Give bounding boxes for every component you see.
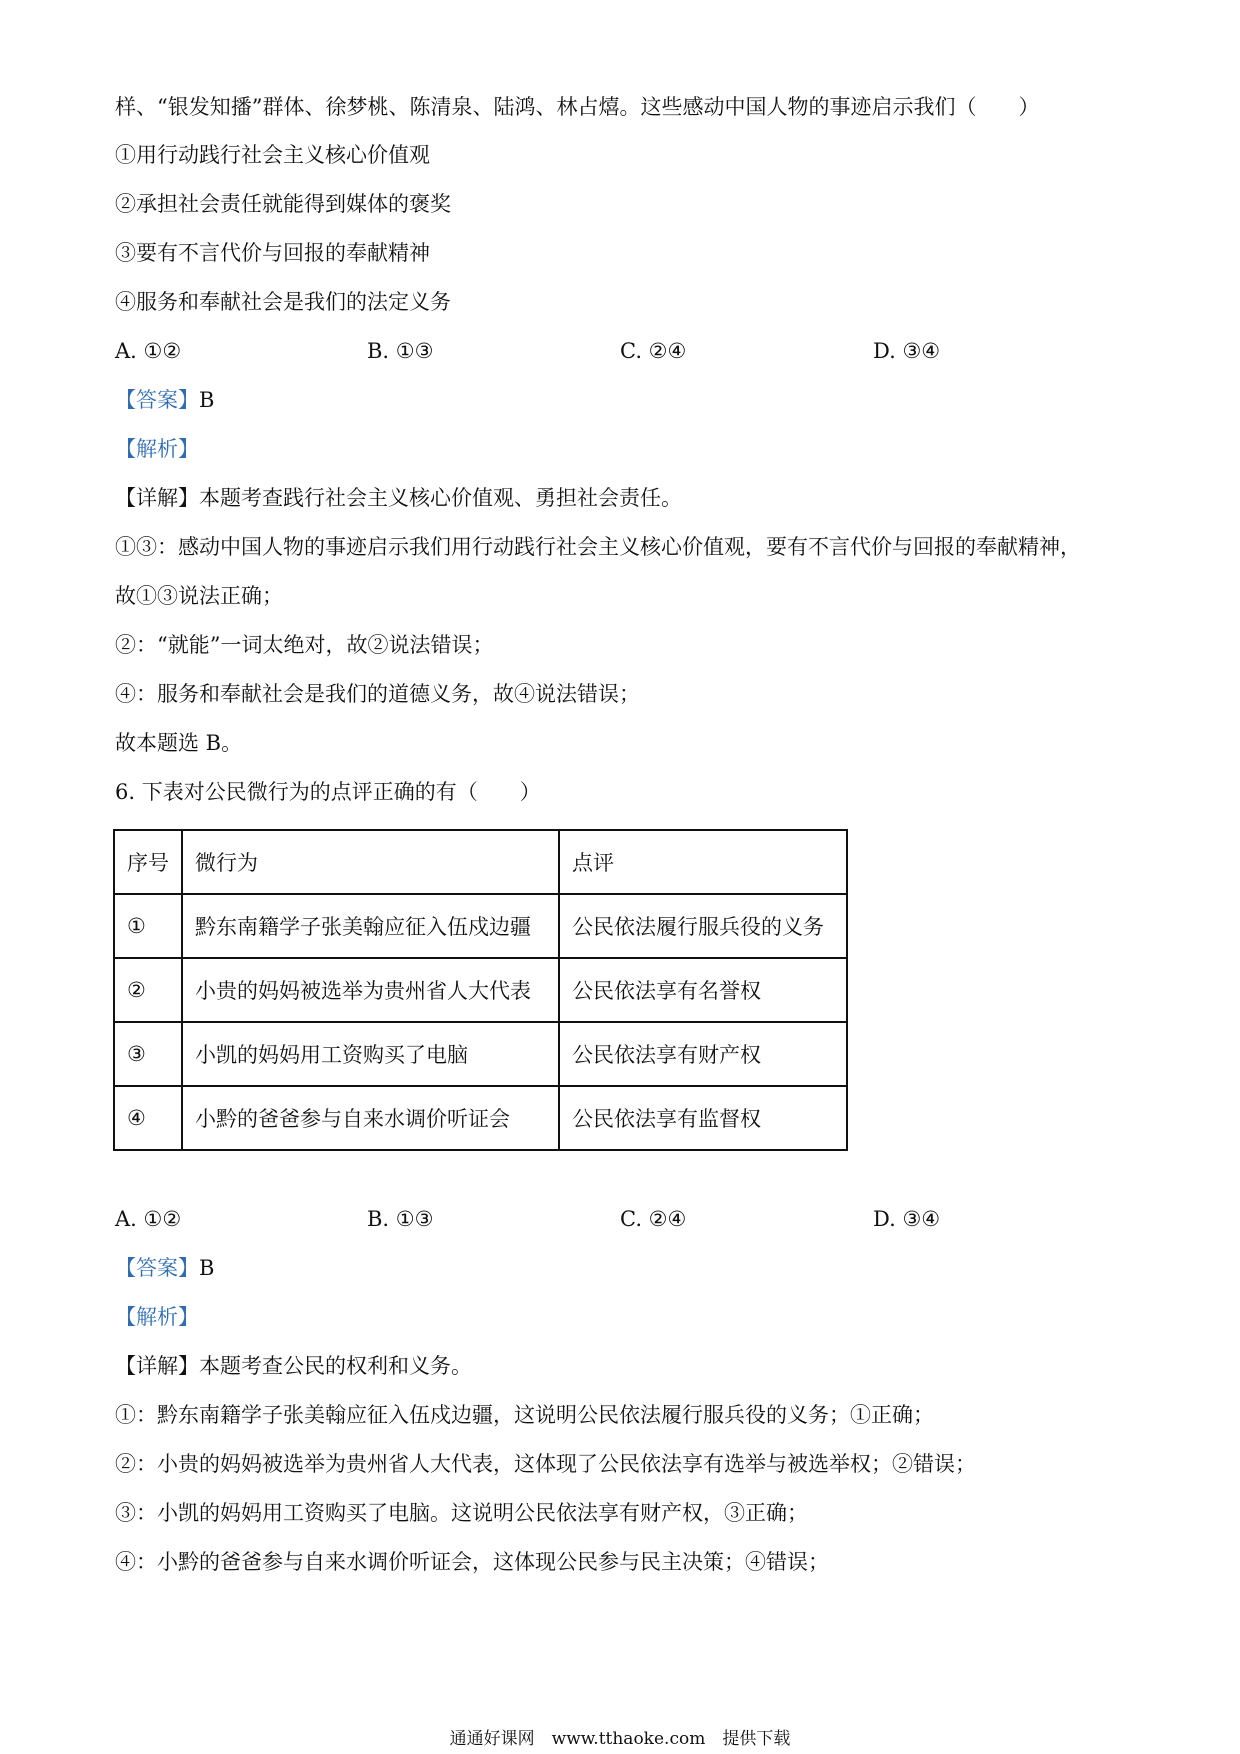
q5-statement-1: ①用行动践行社会主义核心价值观 — [115, 143, 430, 167]
q6-explanation-4: ④：小黔的爸爸参与自来水调价听证会，这体现公民参与民主决策；④错误； — [115, 1550, 829, 1574]
q5-options — [115, 337, 1015, 365]
q5-option-c: C. ②④ — [620, 339, 687, 363]
table-cell: 公民依法享有名誉权 — [559, 958, 847, 1022]
table-cell: ① — [114, 894, 182, 958]
q5-answer-value: B — [199, 388, 215, 412]
q6-table — [113, 829, 848, 1151]
table-cell: 小贵的妈妈被选举为贵州省人大代表 — [182, 958, 559, 1022]
q5-option-d: D. ③④ — [873, 339, 941, 363]
q5-explanation-2: 故①③说法正确； — [115, 584, 283, 608]
table-header-row — [114, 830, 847, 894]
table-cell: ④ — [114, 1086, 182, 1150]
q6-analysis-tag: 【解析】 — [115, 1305, 199, 1329]
table-cell: 小凯的妈妈用工资购买了电脑 — [182, 1022, 559, 1086]
table-cell: ② — [114, 958, 182, 1022]
page-footer: 通通好课网 www.tthaoke.com 提供下载 — [449, 1729, 791, 1749]
q6-explanation-1: ①：黔东南籍学子张美翰应征入伍戍边疆，这说明公民依法履行服兵役的义务；①正确； — [115, 1403, 934, 1427]
q6-detail: 【详解】本题考查公民的权利和义务。 — [115, 1354, 472, 1378]
table-row — [114, 958, 847, 1022]
table-header-cell: 微行为 — [182, 830, 559, 894]
q5-statement-2: ②承担社会责任就能得到媒体的褒奖 — [115, 192, 451, 216]
table-header-cell: 点评 — [559, 830, 847, 894]
q6-option-c: C. ②④ — [620, 1207, 687, 1231]
q5-conclusion: 故本题选 B。 — [115, 731, 243, 755]
q6-answer-value: B — [199, 1256, 215, 1280]
q6-option-b: B. ①③ — [367, 1207, 434, 1231]
table-row — [114, 1022, 847, 1086]
q5-stem-tail: 样、“银发知播”群体、徐梦桃、陈清泉、陆鸿、林占熺。这些感动中国人物的事迹启示我们（ ） — [115, 95, 1040, 119]
q6-answer-tag: 【答案】 — [115, 1256, 199, 1280]
q6-option-a: A. ①② — [115, 1207, 182, 1231]
q6-options — [115, 1205, 1015, 1233]
table-cell: 黔东南籍学子张美翰应征入伍戍边疆 — [182, 894, 559, 958]
q5-detail: 【详解】本题考查践行社会主义核心价值观、勇担社会责任。 — [115, 486, 682, 510]
q5-explanation-4: ④：服务和奉献社会是我们的道德义务，故④说法错误； — [115, 682, 640, 706]
table-cell: ③ — [114, 1022, 182, 1086]
q5-statement-4: ④服务和奉献社会是我们的法定义务 — [115, 290, 451, 314]
q5-explanation-1: ①③：感动中国人物的事迹启示我们用行动践行社会主义核心价值观，要有不言代价与回报的奉献精神， — [115, 535, 1081, 559]
q5-option-b: B. ①③ — [367, 339, 434, 363]
table-cell: 公民依法享有财产权 — [559, 1022, 847, 1086]
q6-answer — [115, 1254, 214, 1282]
q5-statement-3: ③要有不言代价与回报的奉献精神 — [115, 241, 430, 265]
q6-stem: 6. 下表对公民微行为的点评正确的有（ ） — [115, 780, 541, 804]
table-header-cell: 序号 — [114, 830, 182, 894]
table-row — [114, 1086, 847, 1150]
q6-option-d: D. ③④ — [873, 1207, 941, 1231]
q6-explanation-2: ②：小贵的妈妈被选举为贵州省人大代表，这体现了公民依法享有选举与被选举权；②错误； — [115, 1452, 976, 1476]
table-row — [114, 894, 847, 958]
table-cell: 公民依法履行服兵役的义务 — [559, 894, 847, 958]
q5-option-a: A. ①② — [115, 339, 182, 363]
q5-analysis-tag: 【解析】 — [115, 437, 199, 461]
table-cell: 公民依法享有监督权 — [559, 1086, 847, 1150]
q6-explanation-3: ③：小凯的妈妈用工资购买了电脑。这说明公民依法享有财产权，③正确； — [115, 1501, 808, 1525]
q5-answer-tag: 【答案】 — [115, 388, 199, 412]
q5-explanation-3: ②：“就能”一词太绝对，故②说法错误； — [115, 633, 494, 657]
table-cell: 小黔的爸爸参与自来水调价听证会 — [182, 1086, 559, 1150]
q5-answer — [115, 386, 214, 414]
